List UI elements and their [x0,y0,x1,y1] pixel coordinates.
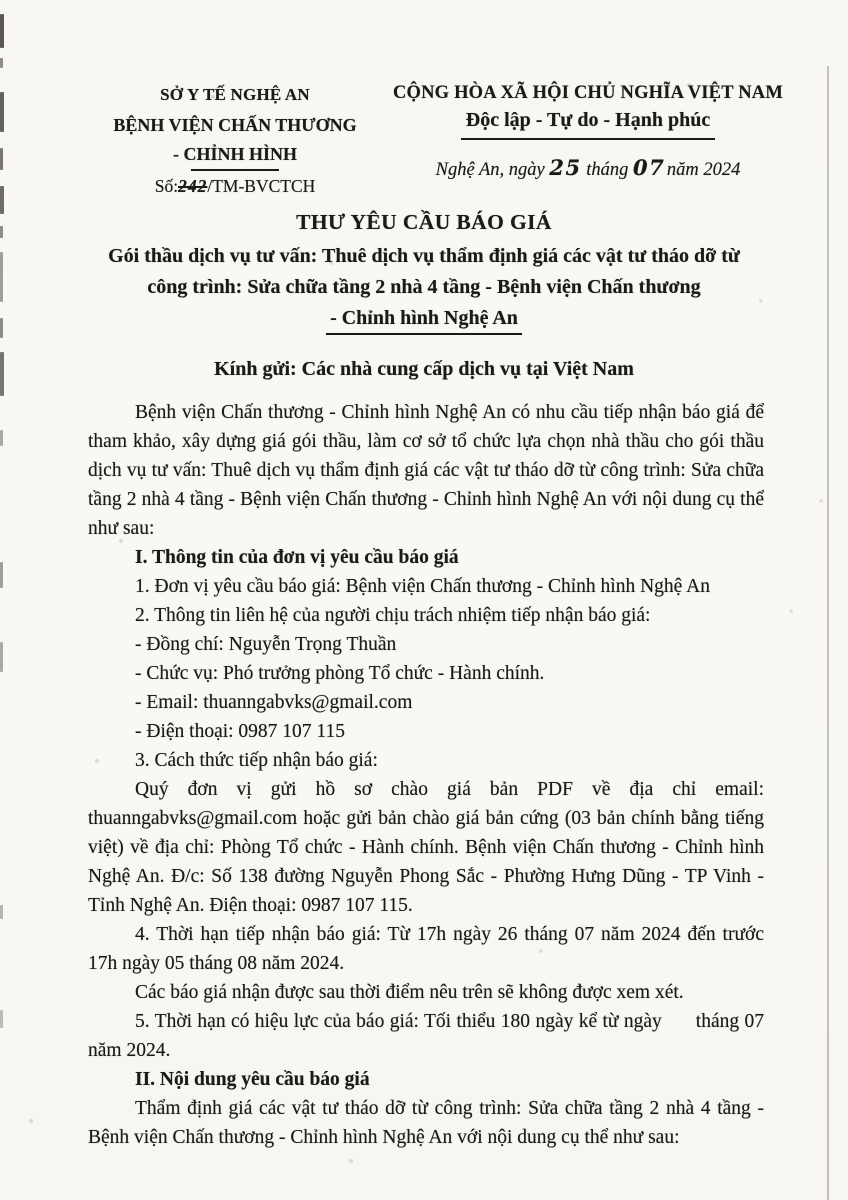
document-number-prefix: Số: [154,176,179,196]
subtitle-line-2: công trình: Sửa chữa tầng 2 nhà 4 tầng - Bệnh viện Chấn thương [147,276,701,298]
scan-edge-mark [0,318,3,338]
scan-edge-mark [0,252,3,302]
scan-noise-speckles [0,0,2,2]
section-1-heading: I. Thông tin của đơn vị yêu cầu báo giá [135,547,459,568]
letterhead-divider-rule [191,169,279,171]
section-2-heading: II. Nội dung yêu cầu báo giá [135,1069,370,1090]
item-2-contact-heading: 2. Thông tin liên hệ của người chịu trách nhiệm tiếp nhận báo giá: [135,605,651,626]
scan-right-fold-line [827,66,829,1200]
date-line [384,155,792,183]
item-3-method-heading: 3. Cách thức tiếp nhận báo giá: [135,750,378,771]
document-body [88,398,764,1152]
scan-edge-mark [0,905,3,919]
closing-paragraph: Thẩm định giá các vật tư tháo dỡ từ công trình: Sửa chữa tầng 2 nhà 4 tầng - Bệnh viện Chấn thương - Chỉnh hình Nghệ An với nội dung cụ thể như sau: [88,1098,764,1148]
letterhead [0,0,848,199]
scan-edge-mark [0,352,4,396]
intro-paragraph: Bệnh viện Chấn thương - Chỉnh hình Nghệ An có nhu cầu tiếp nhận báo giá để tham khảo, xây dựng giá gói thầu, làm cơ sở tổ chức lựa chọn nhà thầu cho gói thầu dịch vụ tư vấn: Thuê dịch vụ thẩm định giá các vật tư tháo dỡ từ công trình: Sửa chữa tầng 2 nhà 4 tầng - Bệnh viện Chấn thương - Chỉnh hình Nghệ An với nội dung cụ thể như sau: [88,402,764,539]
sender-hospital-line2: - CHỈNH HÌNH [172,144,297,164]
recipient-line: Kính gửi: Các nhà cung cấp dịch vụ tại Việt Nam [214,358,634,380]
document-number-suffix: /TM-BVCTCH [207,176,316,196]
handwritten-month: 07 [633,155,666,180]
title-block [0,207,848,383]
subtitle-line-1: Gói thầu dịch vụ tư vấn: Thuê dịch vụ thẩm định giá các vật tư tháo dỡ từ [108,245,740,267]
national-title: CỘNG HÒA XÃ HỘI CHỦ NGHĨA VIỆT NAM [392,83,784,103]
sender-hospital-line1: BỆNH VIỆN CHẤN THƯƠNG [113,115,357,135]
item-1-requesting-unit: 1. Đơn vị yêu cầu báo giá: Bệnh viện Chấn thương - Chỉnh hình Nghệ An [135,576,710,597]
sender-department: SỞ Y TẾ NGHỆ AN [160,85,310,104]
scan-edge-mark [0,14,4,48]
date-mid: tháng [581,160,633,180]
scan-edge-mark [0,642,3,672]
scan-edge-mark [0,92,4,132]
subtitle-line-3: - Chỉnh hình Nghệ An [326,306,522,335]
item-5-validity-text: 5. Thời hạn có hiệu lực của báo giá: Tối thiểu 180 ngày kể từ ngày [135,1011,662,1032]
document-number [92,173,378,199]
scan-edge-mark [0,562,3,588]
scan-edge-mark [0,226,3,238]
scan-edge-mark [0,148,3,170]
delivery-instructions-paragraph: Quý đơn vị gửi hồ sơ chào giá bản PDF về địa chỉ email: thuanngabvks@gmail.com hoặc gửi bản chào giá bản cứng (03 bản chính bằng tiếng việt) về địa chỉ: Phòng Tổ chức - Hành chính. Bệnh viện Chấn thương - Chỉnh hình Nghệ An. Đ/c: Số 138 đường Nguyễn Phong Sắc - Phường Hưng Dũng - TP Vinh - Tỉnh Nghệ An. Điện thoại: 0987 107 115. [88,779,764,916]
scan-edge-mark [0,186,4,214]
scan-edge-mark [0,1010,3,1028]
national-header-block [384,80,792,199]
contact-title-line: - Chức vụ: Phó trưởng phòng Tổ chức - Hành chính. [135,663,545,684]
date-suffix: năm 2024 [662,160,741,180]
late-quote-note: Các báo giá nhận được sau thời điểm nêu trên sẽ không được xem xét. [135,982,684,1003]
item-5-validity [88,1007,764,1065]
item-4-deadline: 4. Thời hạn tiếp nhận báo giá: Từ 17h ngày 26 tháng 07 năm 2024 đến trước 17h ngày 05 tháng 08 năm 2024. [88,924,764,974]
item-5-validity-tail: tháng 07 năm 2024. [88,1011,765,1061]
document-subtitle [0,241,848,335]
contact-phone-line: - Điện thoại: 0987 107 115 [135,721,345,742]
handwritten-day: 25 [549,155,582,180]
document-title: THƯ YÊU CẦU BÁO GIÁ [296,210,552,234]
contact-email-line: - Email: thuanngabvks@gmail.com [135,692,413,713]
scan-edge-mark [0,58,3,68]
national-motto: Độc lập - Tự do - Hạnh phúc [461,106,715,140]
sender-block [92,80,378,199]
scan-edge-mark [0,430,3,446]
date-prefix: Nghệ An, ngày [435,160,550,180]
contact-name-line: - Đồng chí: Nguyễn Trọng Thuần [135,634,397,655]
document-number-handwritten: 242 [178,176,208,196]
